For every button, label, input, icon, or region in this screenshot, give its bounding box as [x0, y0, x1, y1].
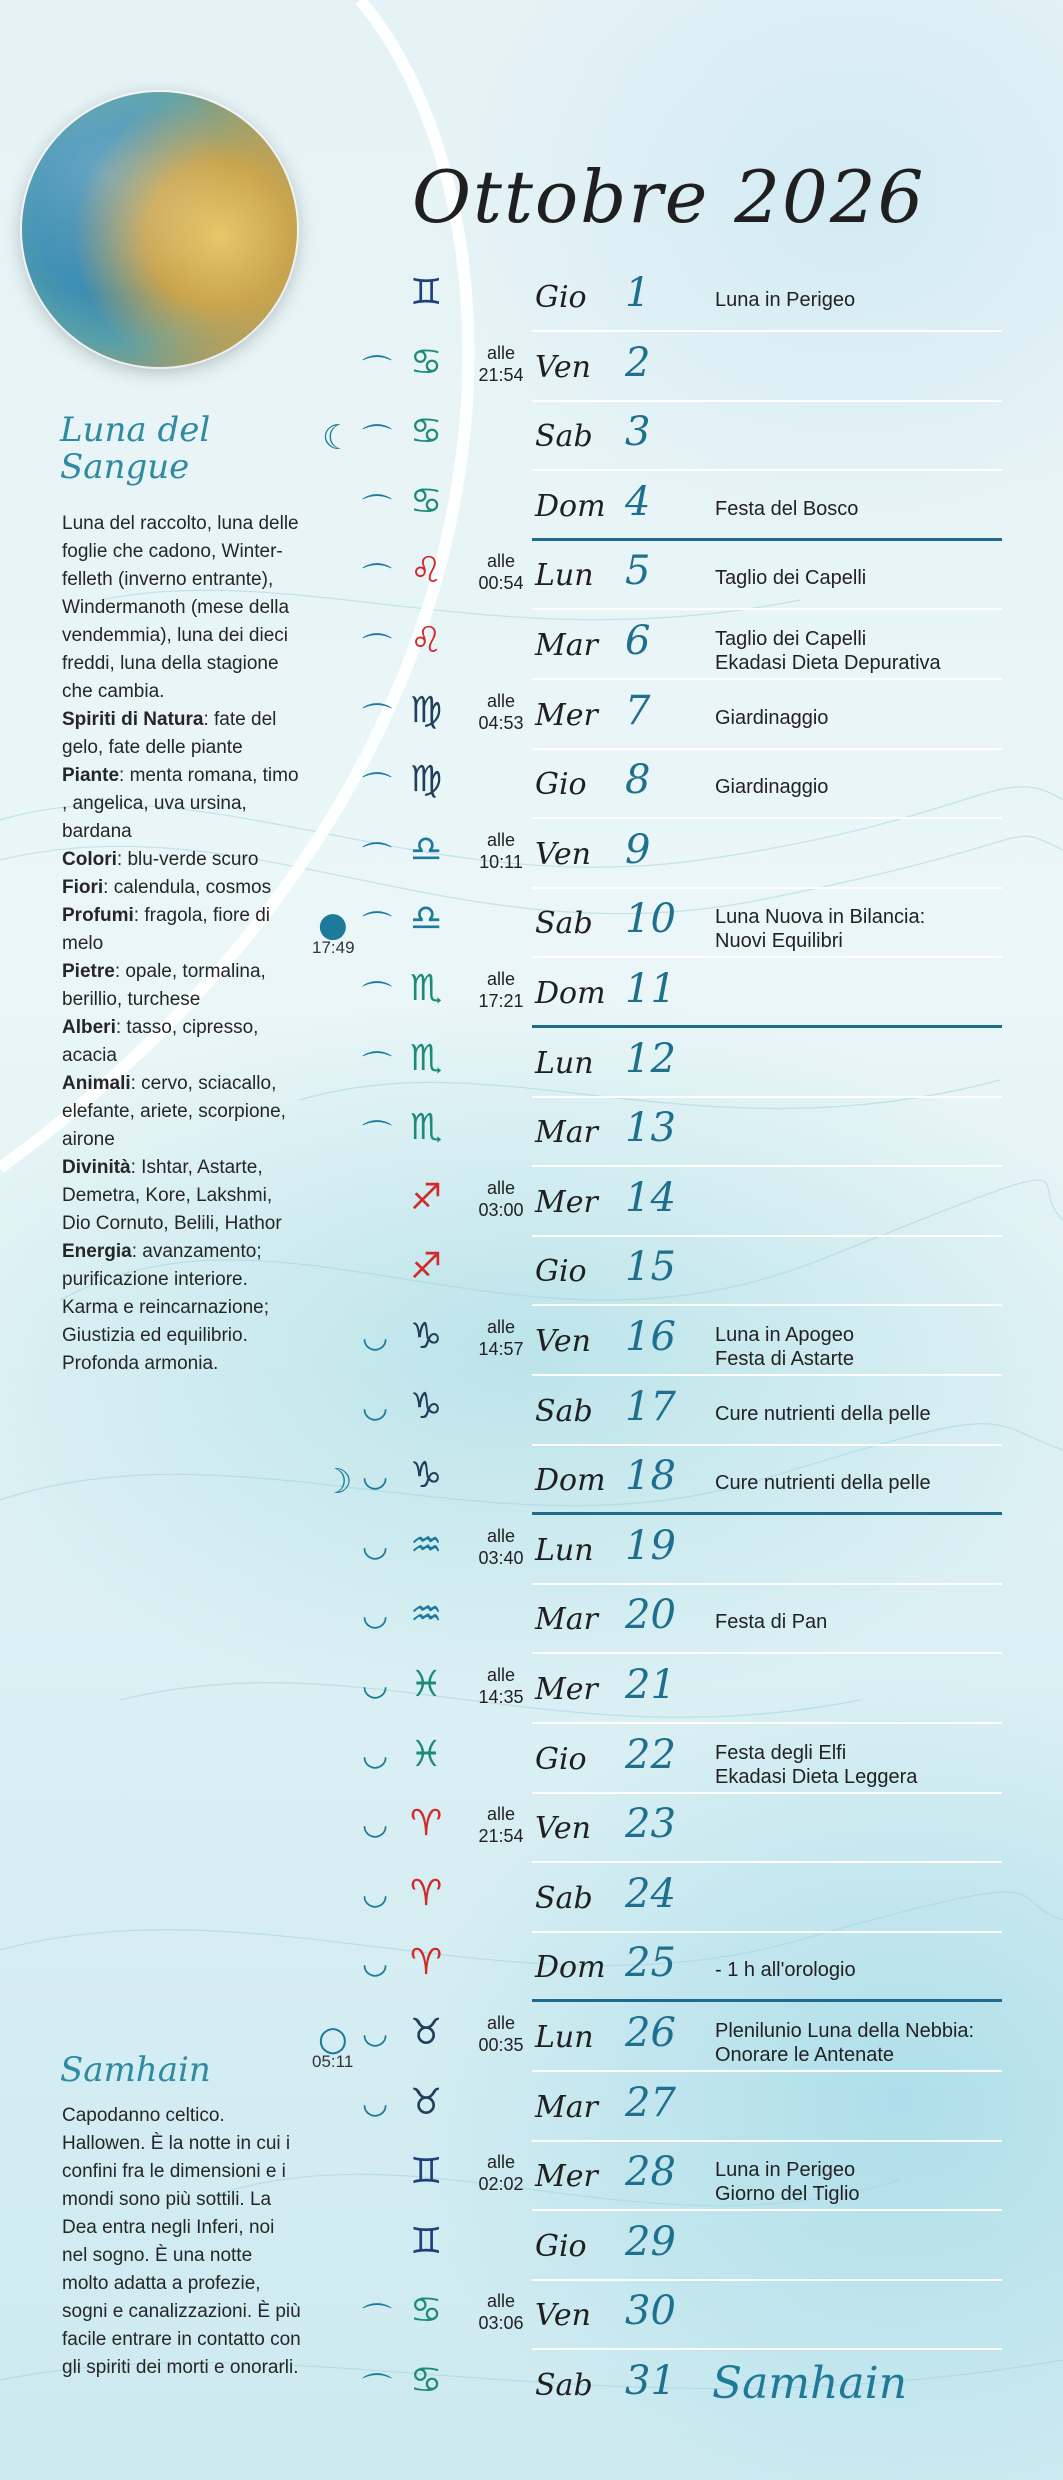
- event-line: Taglio dei Capelli: [715, 628, 867, 650]
- event-line: Ekadasi Dieta Leggera: [715, 1765, 918, 1788]
- sign-change-line: 21:54: [478, 364, 524, 385]
- day-row: [0, 2280, 1063, 2350]
- day-events: [715, 1610, 827, 1634]
- weekday-name: Mer: [535, 2159, 598, 2195]
- moon-arc-icon: ⌒: [362, 492, 392, 528]
- moon-arc-icon: ◡: [362, 1876, 389, 1912]
- day-row: [0, 1236, 1063, 1306]
- sign-change-time: [470, 2151, 532, 2195]
- moon-phase-icon: ☾: [322, 418, 353, 459]
- day-number: 27: [625, 2079, 676, 2126]
- day-row: [0, 2002, 1063, 2072]
- sign-change-line: alle: [486, 829, 516, 850]
- sign-change-line: 03:00: [478, 1199, 524, 1220]
- luna-attribute-text: : calendula, cosmos: [103, 877, 272, 898]
- moon-arc-icon: ⌒: [362, 2372, 392, 2407]
- zodiac-sign-icon: ♉: [410, 2012, 443, 2053]
- weekday-name: Sab: [535, 1393, 593, 1429]
- event-line: Luna Nuova in Bilancia:: [715, 906, 926, 929]
- luna-attribute-label: Fiori: [62, 877, 104, 898]
- luna-attribute-label: Piante: [62, 765, 120, 786]
- day-row: [0, 1863, 1063, 1933]
- sign-change-line: alle: [486, 690, 516, 711]
- sign-change-line: alle: [486, 551, 516, 572]
- day-events: [715, 627, 941, 675]
- day-number: 16: [625, 1314, 676, 1360]
- sign-change-line: 14:35: [478, 1687, 524, 1707]
- sign-change-time: [470, 1525, 532, 1569]
- zodiac-sign-icon: ♌: [410, 550, 443, 592]
- weekday-name: Dom: [535, 976, 606, 1011]
- day-number: 30: [625, 2288, 676, 2335]
- day-events: [715, 706, 828, 730]
- moon-phase-time: 05:11: [312, 2052, 354, 2071]
- day-row: [0, 888, 1063, 958]
- moon-arc-icon: ⌒: [362, 840, 392, 876]
- sign-change-time: [470, 968, 532, 1012]
- moon-arc-icon: ◡: [362, 1668, 389, 1703]
- weekday-name: Ven: [535, 1811, 591, 1847]
- day-number: 19: [625, 1522, 676, 1569]
- event-line: Taglio dei Capelli: [715, 567, 867, 590]
- moon-arc-icon: ◡: [362, 2016, 389, 2051]
- day-row: [0, 1515, 1063, 1585]
- zodiac-sign-icon: ♊: [410, 2151, 443, 2193]
- day-number: 2: [625, 339, 651, 386]
- day-number: 18: [625, 1453, 676, 1500]
- moon-arc-icon: ◡: [362, 1389, 389, 1425]
- day-number: 9: [625, 826, 651, 873]
- weekday-name: Sab: [535, 2368, 593, 2403]
- moon-phase-time: 17:49: [312, 938, 355, 958]
- day-number: 21: [625, 1662, 676, 1708]
- day-number: 12: [625, 1035, 676, 1082]
- zodiac-sign-icon: ♑: [410, 1316, 443, 1357]
- day-row: [0, 1584, 1063, 1654]
- day-number: 8: [625, 757, 651, 804]
- event-line: Nuovi Equilibri: [715, 930, 843, 953]
- weekday-name: Dom: [535, 1463, 606, 1499]
- moon-arc-icon: ◡: [362, 1528, 389, 1564]
- sign-change-time: [470, 1664, 532, 1708]
- sign-change-line: 02:02: [478, 2174, 524, 2195]
- weekday-name: Sab: [535, 1880, 593, 1916]
- event-line: Festa degli Elfi: [715, 1741, 847, 1764]
- day-row: [0, 1306, 1063, 1376]
- day-row: [0, 1932, 1063, 2002]
- sign-change-time: [470, 1316, 532, 1360]
- luna-attribute-text: : menta romana, timo , angelica, uva ursina, bardana: [62, 765, 299, 842]
- day-number: 22: [625, 1731, 676, 1778]
- day-events: [715, 1958, 856, 1982]
- day-row: [0, 1654, 1063, 1724]
- weekday-name: Ven: [535, 1324, 591, 1359]
- event-line: - 1 h all'orologio: [715, 1959, 856, 1982]
- luna-intro: Luna del raccolto, luna delle foglie che cadono, Winter-felleth (inverno entrante), Windermanoth (mese della vendemmia), luna dei dieci freddi, luna della stagione che cambia.: [62, 513, 299, 702]
- sign-change-line: alle: [486, 1665, 516, 1685]
- zodiac-sign-icon: ♋: [410, 2360, 443, 2401]
- weekday-name: Lun: [535, 2020, 594, 2055]
- sign-change-line: alle: [486, 1177, 516, 1198]
- luna-attribute-text: : fate del gelo, fate delle piante: [62, 709, 277, 758]
- day-number: 4: [625, 478, 651, 525]
- sign-change-time: [470, 550, 532, 594]
- zodiac-sign-icon: ♋: [410, 2290, 443, 2332]
- weekday-name: Gio: [535, 2228, 587, 2264]
- day-number: 10: [625, 896, 676, 943]
- weekday-name: Mer: [535, 1184, 598, 1220]
- zodiac-sign-icon: ♌: [410, 620, 443, 661]
- weekday-name: Gio: [535, 767, 587, 803]
- moon-phase-icon: ●: [318, 905, 348, 946]
- day-row: [0, 1793, 1063, 1863]
- day-row: [0, 680, 1063, 750]
- zodiac-sign-icon: ♏: [410, 1037, 443, 1079]
- event-line: Giorno del Tiglio: [715, 2183, 860, 2206]
- zodiac-sign-icon: ♏: [410, 1107, 443, 1149]
- event-line: Giardinaggio: [715, 706, 829, 729]
- sign-change-line: 03:40: [478, 1547, 524, 1568]
- moon-arc-icon: ◡: [362, 1459, 389, 1495]
- day-number: 26: [625, 2010, 676, 2056]
- moon-arc-icon: ⌒: [362, 1049, 392, 1085]
- luna-attribute-text: : Ishtar, Astarte, Demetra, Kore, Lakshmi, Dio Cornuto, Belili, Hathor: [62, 1157, 282, 1234]
- day-number: 25: [625, 1940, 676, 1987]
- moon-arc-icon: ⌒: [362, 423, 392, 459]
- page-title: Ottobre 2026: [412, 155, 926, 239]
- day-number: 23: [625, 1801, 676, 1848]
- day-row: [0, 1028, 1063, 1098]
- moon-arc-icon: ◡: [362, 1598, 389, 1634]
- sign-change-time: [470, 690, 532, 734]
- day-row: [0, 262, 1063, 332]
- event-line: Onorare le Antenate: [715, 2044, 895, 2066]
- zodiac-sign-icon: ♈: [410, 1942, 443, 1984]
- day-row: [0, 819, 1063, 889]
- sign-change-line: 14:57: [478, 1339, 524, 1359]
- day-row: [0, 958, 1063, 1028]
- day-row: [0, 749, 1063, 819]
- zodiac-sign-icon: ♍: [410, 759, 443, 801]
- zodiac-sign-icon: ♓: [410, 1733, 443, 1775]
- day-events: [715, 288, 855, 312]
- day-number: 7: [625, 687, 651, 734]
- luna-attribute-text: : avanzamento; purificazione interiore. Karma e reincarnazione; Giustizia ed equilibrio. Profonda armonia.: [62, 1241, 269, 1374]
- event-line: Ekadasi Dieta Depurativa: [715, 652, 941, 674]
- sign-change-line: alle: [486, 1804, 516, 1825]
- luna-attribute-label: Profumi: [62, 905, 134, 926]
- moon-arc-icon: ◡: [362, 2085, 389, 2121]
- luna-attribute-label: Animali: [62, 1073, 131, 1094]
- weekday-name: Ven: [535, 349, 591, 385]
- zodiac-sign-icon: ♋: [410, 341, 443, 383]
- sign-change-line: alle: [486, 342, 516, 363]
- zodiac-sign-icon: ♎: [410, 828, 443, 870]
- day-events: [715, 1323, 854, 1371]
- day-number: 24: [625, 1870, 676, 1917]
- day-row: [0, 2211, 1063, 2281]
- sign-change-line: 21:54: [478, 1826, 524, 1847]
- sign-change-line: alle: [486, 2291, 516, 2312]
- weekday-name: Dom: [535, 488, 606, 524]
- luna-attribute-text: : tasso, cipresso, acacia: [62, 1017, 259, 1066]
- zodiac-sign-icon: ♒: [410, 1594, 443, 1636]
- luna-attribute-text: : blu-verde scuro: [116, 849, 259, 870]
- day-row: [0, 401, 1063, 471]
- sign-change-line: 00:35: [478, 2035, 524, 2055]
- weekday-name: Gio: [535, 280, 587, 315]
- sign-change-line: 00:54: [478, 573, 524, 594]
- sign-change-time: [470, 342, 532, 386]
- samhain-description: Capodanno celtico. Hallowen. È la notte in cui i confini fra le dimensioni e i mondi sono più sottili. La Dea entra negli Inferi, noi nel sogno. È una notte molto adatta a profezie, sogni e canalizzazioni. È più facile entrare in contatto con gli spiriti dei morti e onorarli.: [62, 2105, 301, 2378]
- weekday-name: Mar: [535, 628, 598, 663]
- zodiac-sign-icon: ♋: [410, 480, 443, 522]
- luna-attribute-text: : cervo, sciacallo, elefante, ariete, scorpione, airone: [62, 1073, 286, 1150]
- weekday-name: Mer: [535, 697, 598, 733]
- day-number: 14: [625, 1174, 676, 1221]
- weekday-name: Lun: [535, 558, 594, 594]
- event-line: Festa di Astarte: [715, 1348, 854, 1370]
- weekday-name: Lun: [535, 1045, 594, 1081]
- day-events: [715, 1471, 931, 1495]
- sign-change-line: alle: [486, 1525, 516, 1546]
- luna-attribute-text: : opale, tormalina, berillio, turchese: [62, 961, 266, 1010]
- sign-change-line: alle: [486, 2013, 516, 2033]
- luna-attribute-label: Pietre: [62, 961, 115, 982]
- day-number: 31: [625, 2358, 676, 2404]
- festival-name: Samhain: [712, 2358, 908, 2409]
- weekday-name: Lun: [535, 1532, 594, 1568]
- day-number: 17: [625, 1383, 676, 1430]
- day-events: [715, 775, 828, 799]
- day-events: [715, 1402, 931, 1426]
- weekday-name: Mar: [535, 2089, 598, 2125]
- moon-arc-icon: ◡: [362, 1807, 389, 1843]
- day-events: [715, 2019, 974, 2067]
- luna-attribute-label: Spiriti di Natura: [62, 709, 204, 730]
- weekday-name: Dom: [535, 1950, 606, 1986]
- sign-change-time: [470, 1177, 532, 1221]
- event-line: Luna in Perigeo: [715, 289, 856, 311]
- moon-arc-icon: ⌒: [362, 2302, 392, 2338]
- day-events: [715, 2158, 860, 2206]
- day-row: [0, 2072, 1063, 2142]
- day-row: [0, 1376, 1063, 1446]
- day-number: 29: [625, 2218, 676, 2265]
- moon-arc-icon: ⌒: [362, 353, 392, 389]
- luna-attribute-text: : fragola, fiore di melo: [62, 905, 271, 954]
- luna-attribute-label: Energia: [62, 1241, 132, 1262]
- moon-arc-icon: ⌒: [362, 701, 392, 737]
- weekday-name: Mer: [535, 1672, 598, 1707]
- event-line: Giardinaggio: [715, 776, 829, 799]
- day-row: [0, 610, 1063, 680]
- luna-attribute-label: Alberi: [62, 1017, 116, 1038]
- zodiac-sign-icon: ♈: [410, 1803, 443, 1845]
- moon-arc-icon: ⌒: [362, 910, 392, 946]
- day-row: [0, 1724, 1063, 1794]
- day-events: [715, 1741, 917, 1789]
- moon-phase-icon: ☽: [322, 1462, 353, 1503]
- day-events: [715, 905, 925, 953]
- moon-arc-icon: ◡: [362, 1320, 389, 1355]
- day-events: [715, 566, 866, 590]
- zodiac-sign-icon: ♍: [410, 689, 443, 731]
- zodiac-sign-icon: ♐: [410, 1246, 443, 1288]
- event-line: Cure nutrienti della pelle: [715, 1472, 931, 1495]
- day-row: [0, 540, 1063, 610]
- zodiac-sign-icon: ♏: [410, 968, 443, 1009]
- moon-arc-icon: ◡: [362, 1946, 389, 1982]
- sign-change-line: 10:11: [479, 851, 523, 872]
- weekday-name: Sab: [535, 419, 593, 455]
- weekday-name: Ven: [535, 2298, 591, 2334]
- event-line: Festa del Bosco: [715, 497, 859, 520]
- event-line: Luna in Perigeo: [715, 2159, 856, 2182]
- weekday-name: Ven: [535, 836, 591, 872]
- sign-change-line: 03:06: [478, 2313, 524, 2334]
- sign-change-line: alle: [486, 1317, 516, 1337]
- moon-arc-icon: ⌒: [362, 632, 392, 667]
- moon-arc-icon: ⌒: [362, 771, 392, 807]
- zodiac-sign-icon: ♑: [410, 1385, 443, 1427]
- weekday-name: Mar: [535, 1115, 598, 1151]
- sign-change-line: alle: [486, 969, 516, 989]
- day-number: 6: [625, 618, 651, 664]
- zodiac-sign-icon: ♈: [410, 1872, 443, 1914]
- day-number: 13: [625, 1105, 676, 1152]
- day-number: 15: [625, 1244, 676, 1291]
- sign-change-line: 17:21: [478, 991, 524, 1011]
- zodiac-sign-icon: ♒: [410, 1524, 443, 1566]
- day-number: 11: [625, 966, 676, 1012]
- weekday-name: Mar: [535, 1602, 598, 1638]
- zodiac-sign-icon: ♋: [410, 411, 443, 453]
- day-row: [0, 1445, 1063, 1515]
- moon-arc-icon: ⌒: [362, 1119, 392, 1155]
- zodiac-sign-icon: ♉: [410, 2081, 443, 2123]
- moon-arc-icon: ◡: [362, 1737, 389, 1773]
- sign-change-line: alle: [486, 2152, 516, 2173]
- luna-heading: Luna del Sangue: [60, 410, 211, 488]
- sign-change-time: [470, 2012, 532, 2056]
- event-line: Festa di Pan: [715, 1611, 828, 1634]
- sign-change-time: [470, 829, 532, 873]
- moon-phase-icon: ○: [318, 2019, 348, 2059]
- day-number: 5: [625, 548, 651, 595]
- day-number: 28: [625, 2149, 676, 2196]
- zodiac-sign-icon: ♊: [410, 272, 443, 313]
- zodiac-sign-icon: ♐: [410, 1176, 443, 1218]
- day-row: [0, 2350, 1063, 2420]
- day-row: [0, 471, 1063, 541]
- weekday-name: Gio: [535, 1741, 587, 1777]
- zodiac-sign-icon: ♑: [410, 1455, 443, 1497]
- event-line: Plenilunio Luna della Nebbia:: [715, 2020, 975, 2042]
- day-row: [0, 1167, 1063, 1237]
- weekday-name: Gio: [535, 1254, 587, 1290]
- event-line: Cure nutrienti della pelle: [715, 1402, 931, 1425]
- luna-attribute-label: Divinità: [62, 1157, 131, 1178]
- zodiac-sign-icon: ♓: [410, 1664, 443, 1705]
- luna-attribute-label: Colori: [62, 849, 117, 870]
- day-number: 3: [625, 409, 651, 456]
- day-events: [715, 497, 858, 521]
- moon-arc-icon: ⌒: [362, 562, 392, 598]
- day-number: 20: [625, 1592, 676, 1639]
- day-number: 1: [625, 270, 651, 316]
- day-row: [0, 332, 1063, 402]
- day-row: [0, 2141, 1063, 2211]
- zodiac-sign-icon: ♎: [410, 898, 443, 940]
- sign-change-time: [470, 2290, 532, 2334]
- sign-change-line: 04:53: [478, 712, 524, 733]
- moon-arc-icon: ⌒: [362, 980, 392, 1015]
- weekday-name: Sab: [535, 906, 593, 942]
- day-row: [0, 1097, 1063, 1167]
- event-line: Luna in Apogeo: [715, 1324, 855, 1346]
- zodiac-sign-icon: ♊: [410, 2220, 443, 2262]
- samhain-heading: Samhain: [60, 2050, 211, 2090]
- sign-change-time: [470, 1803, 532, 1847]
